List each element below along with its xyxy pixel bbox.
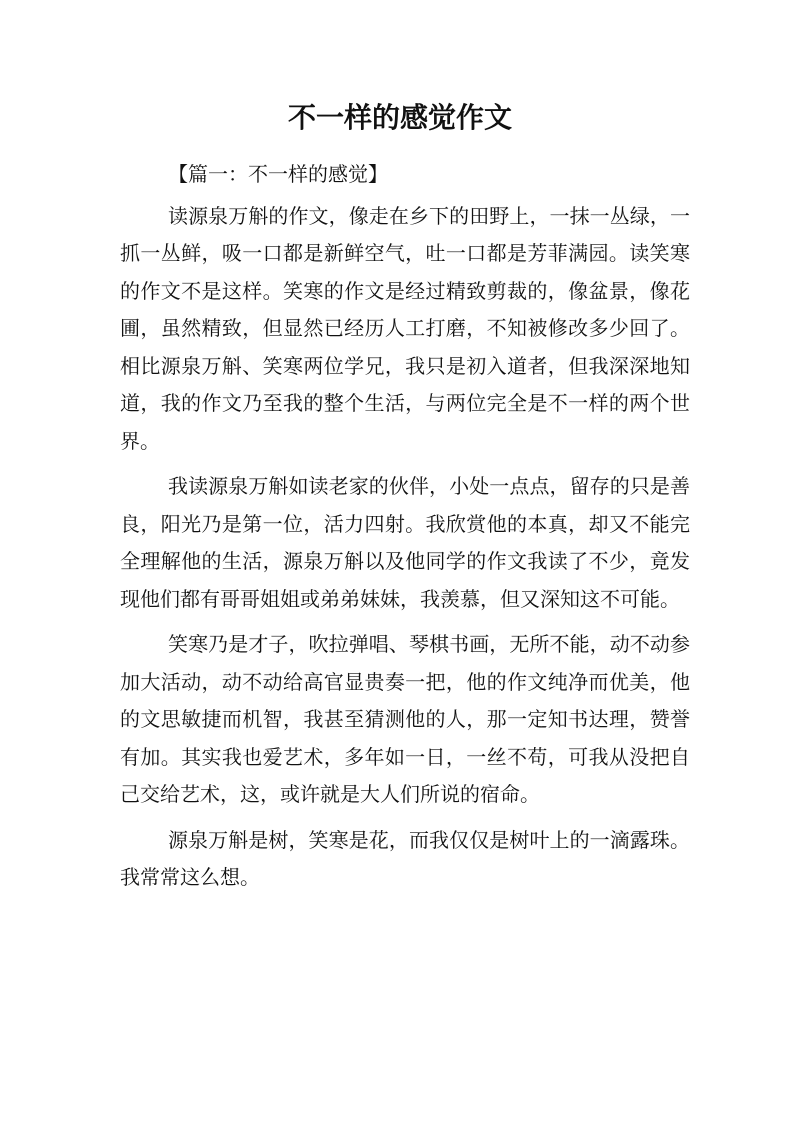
paragraph: 笑寒乃是才子，吹拉弹唱、琴棋书画，无所不能，动不动参加大活动，动不动给高官显贵奏一把，他的作文纯净而优美，他的文思敏捷而机智，我甚至猜测他的人，那一定知书达理，赞誉有加。其实我也爱艺术，多年如一日，一丝不苟，可我从没把自己交给艺术，这，或许就是大人们所说的宿命。: [120, 632, 690, 806]
paragraph: 我读源泉万斛如读老家的伙伴，小处一点点，留存的只是善良，阳光乃是第一位，活力四射。我欣赏他的本真，却又不能完全理解他的生活，源泉万斛以及他同学的作文我读了不少，竟发现他们都有哥哥姐姐或弟弟妹妹，我羡慕，但又深知这不可能。: [120, 474, 690, 611]
paragraph: 源泉万斛是树，笑寒是花，而我仅仅是树叶上的一滴露珠。我常常这么想。: [120, 827, 690, 889]
document-title: 不一样的感觉作文: [287, 101, 512, 134]
document-body: [120, 156, 690, 905]
paragraph: 读源泉万斛的作文，像走在乡下的田野上，一抹一丛绿，一抓一丛鲜，吸一口都是新鲜空气，吐一口都是芳菲满园。读笑寒的作文不是这样。笑寒的作文是经过精致剪裁的，像盆景，像花圃，虽然精致，但显然已经历人工打磨，不知被修改多少回了。相比源泉万斛、笑寒两位学兄，我只是初入道者，但我深深地知道，我的作文乃至我的整个生活，与两位完全是不一样的两个世界。: [120, 203, 690, 453]
section-heading: 【篇一：不一样的感觉】: [168, 162, 388, 186]
